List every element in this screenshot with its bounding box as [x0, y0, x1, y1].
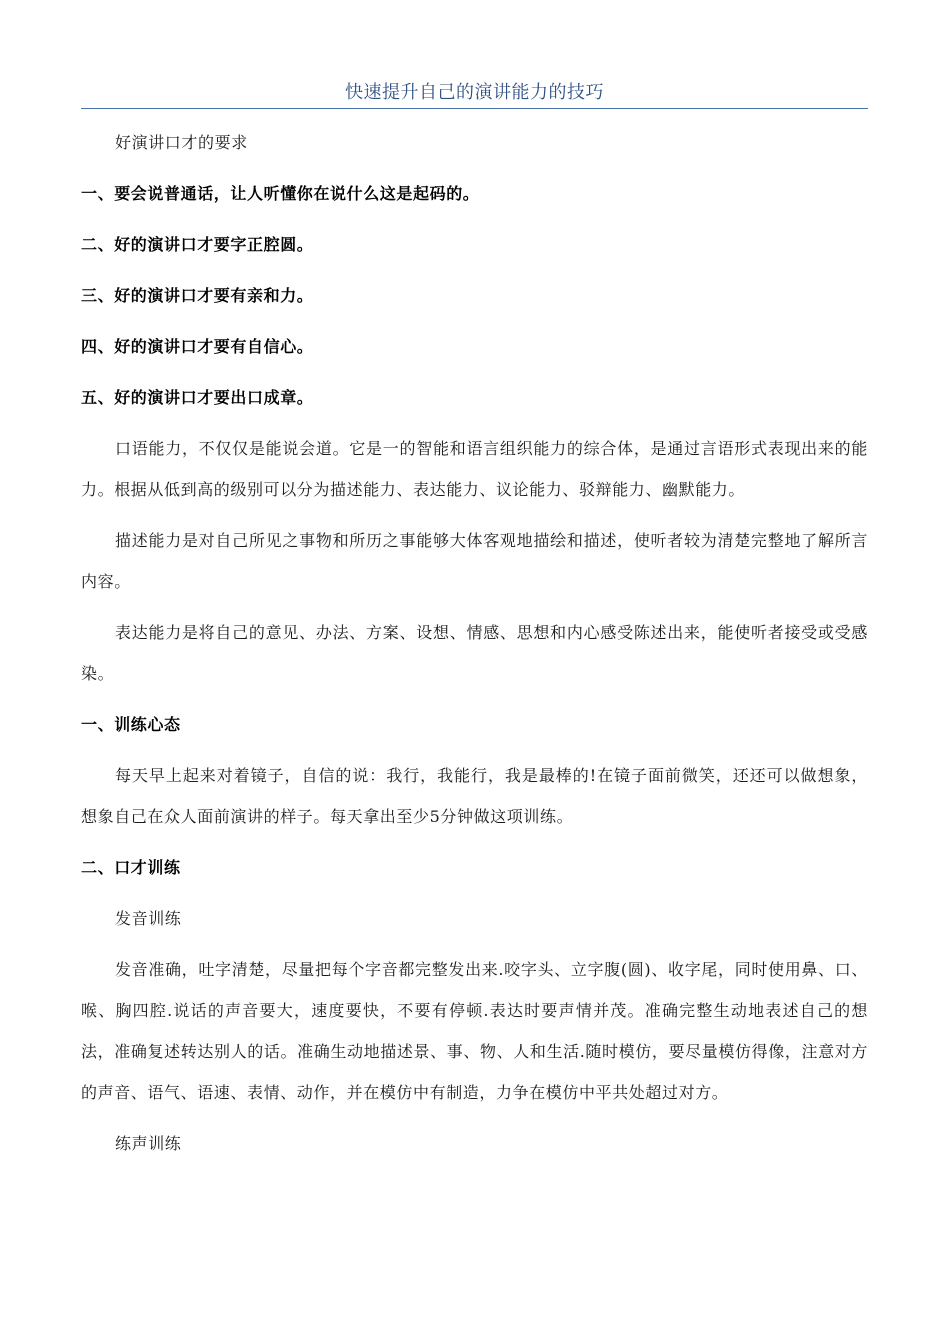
paragraph-requirement-3: 三、好的演讲口才要有亲和力。 [81, 286, 314, 305]
subheading-pronunciation: 发音训练 [115, 909, 182, 928]
paragraph-requirement-4: 四、好的演讲口才要有自信心。 [81, 337, 314, 356]
title-divider [81, 108, 868, 109]
paragraph-requirement-2: 二、好的演讲口才要字正腔圆。 [81, 235, 314, 254]
paragraph-requirement-5: 五、好的演讲口才要出口成章。 [81, 388, 314, 407]
paragraph-mindset-training: 每天早上起来对着镜子，自信的说：我行，我能行，我是最棒的!在镜子面前微笑，还还可以做想象，想象自己在众人面前演讲的样子。每天拿出至少5分钟做这项训练。 [81, 766, 868, 826]
paragraph-requirement-1: 一、要会说普通话，让人听懂你在说什么这是起码的。 [81, 184, 480, 203]
paragraph-oral-ability: 口语能力，不仅仅是能说会道。它是一的智能和语言组织能力的综合体，是通过言语形式表现出来的能力。根据从低到高的级别可以分为描述能力、表达能力、议论能力、驳辩能力、幽默能力。 [81, 439, 868, 499]
paragraph-descriptive-ability: 描述能力是对自己所见之事物和所历之事能够大体客观地描绘和描述，使听者较为清楚完整地了解所言内容。 [81, 531, 868, 591]
paragraph-requirements-heading: 好演讲口才的要求 [115, 133, 248, 152]
section-heading-eloquence: 二、口才训练 [81, 858, 181, 877]
paragraph-expressive-ability: 表达能力是将自己的意见、办法、方案、设想、情感、思想和内心感受陈述出来，能使听者接受或受感染。 [81, 623, 868, 683]
subheading-voice-training: 练声训练 [115, 1134, 182, 1153]
document-body [81, 122, 868, 1174]
paragraph-pronunciation-training: 发音准确，吐字清楚，尽量把每个字音都完整发出来.咬字头、立字腹(圆)、收字尾，同时使用鼻、口、喉、胸四腔.说话的声音要大，速度要快，不要有停顿.表达时要声情并茂。准确完整生动地表述自己的想法，准确复述转达别人的话。准确生动地描述景、事、物、人和生活.随时模仿，要尽量模仿得像，注意对方的声音、语气、语速、表情、动作，并在模仿中有制造，力争在模仿中平共处超过对方。 [81, 960, 868, 1102]
document-title: 快速提升自己的演讲能力的技巧 [345, 82, 604, 103]
section-heading-mindset: 一、训练心态 [81, 715, 181, 734]
